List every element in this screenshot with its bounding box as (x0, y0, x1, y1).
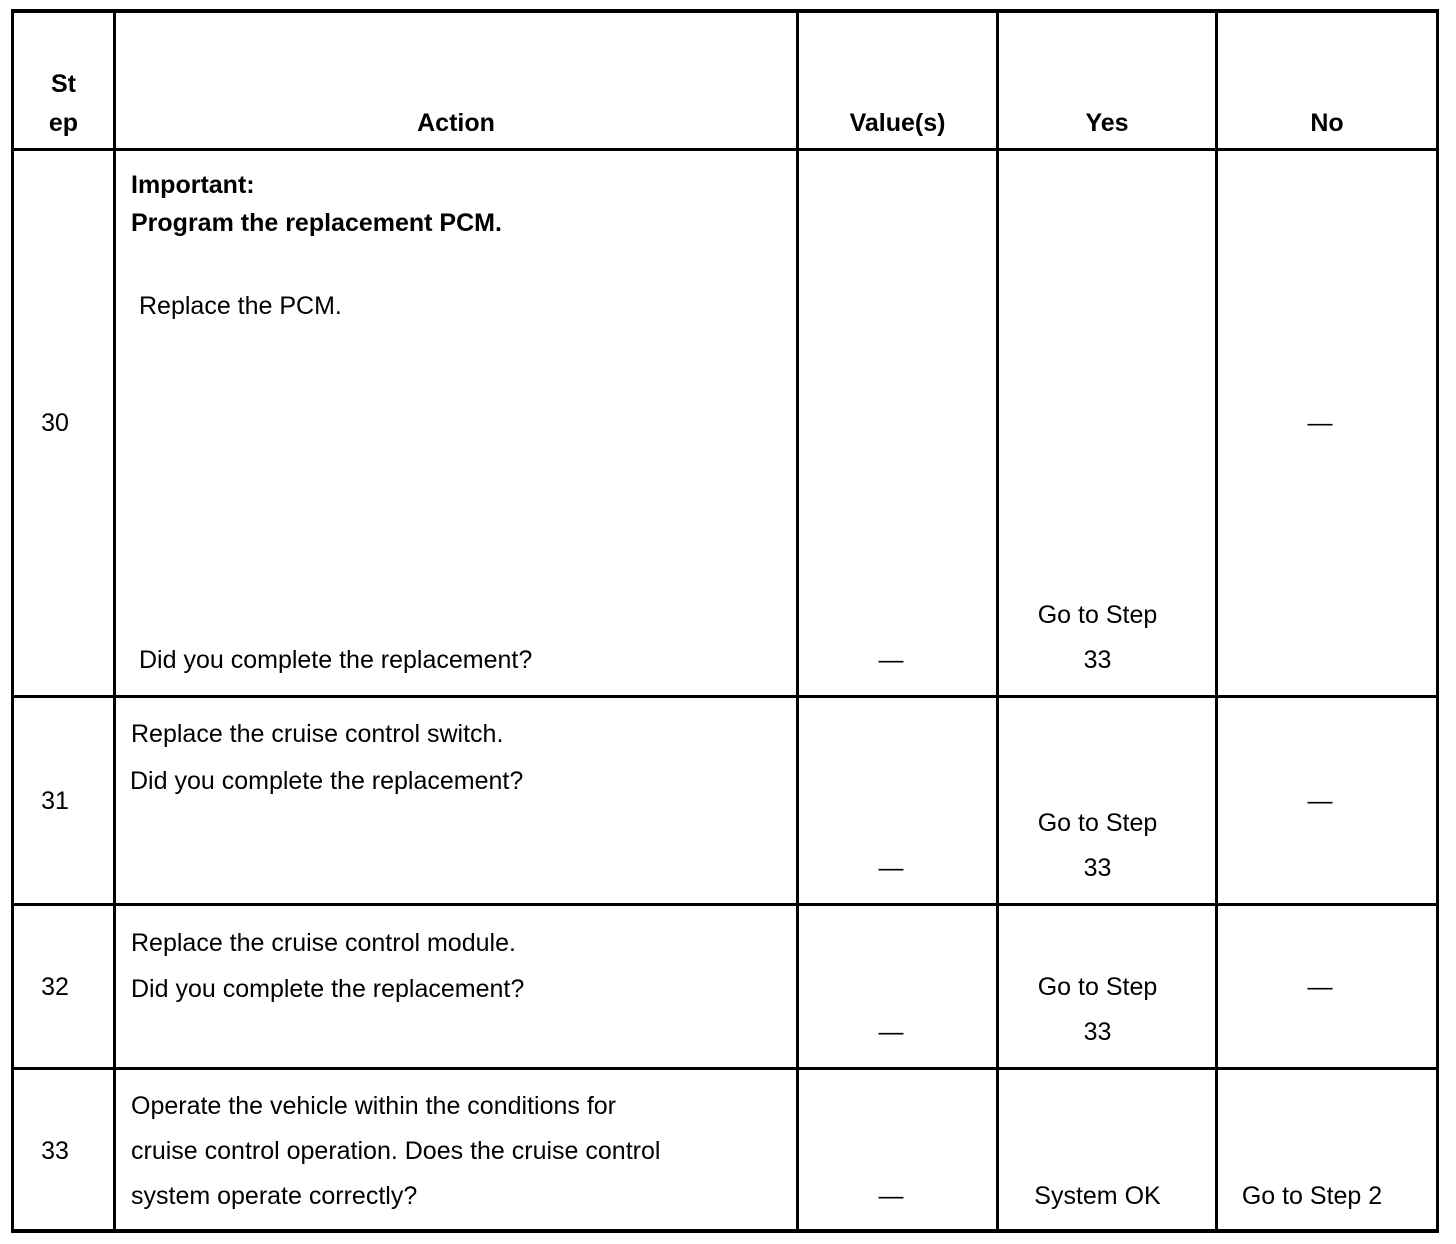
action-question: Did you complete the replacement? (130, 767, 524, 795)
row-divider-32-33 (11, 1067, 1439, 1070)
no-cell: — (1307, 409, 1333, 437)
header-yes: Yes (1085, 109, 1129, 137)
yes-cell: System OK (1034, 1182, 1161, 1210)
column-divider-action (796, 9, 799, 1233)
yes-cell-line2: 33 (1083, 854, 1112, 882)
column-divider-yes (1215, 9, 1218, 1233)
action-instruction-line2: cruise control operation. Does the cruise control (131, 1137, 661, 1165)
value-cell: — (878, 646, 904, 674)
step-number: 33 (41, 1137, 69, 1165)
table-border-top (11, 9, 1439, 13)
action-instruction: Replace the cruise control switch. (131, 720, 504, 748)
no-cell: — (1307, 973, 1333, 1001)
value-cell: — (878, 1182, 904, 1210)
yes-cell-line1: Go to Step (1037, 809, 1158, 837)
yes-cell-line2: 33 (1083, 1018, 1112, 1046)
table-border-left (11, 9, 14, 1233)
step-number: 30 (41, 409, 69, 437)
column-divider-step (113, 9, 116, 1233)
row-divider-31-32 (11, 903, 1439, 906)
action-instruction: Replace the cruise control module. (131, 929, 516, 957)
header-step-line2: ep (48, 109, 79, 137)
row-divider-30-31 (11, 695, 1439, 698)
action-instruction: Replace the PCM. (139, 292, 342, 320)
yes-cell-line2: 33 (1083, 646, 1112, 674)
header-values: Value(s) (849, 109, 946, 137)
step-number: 31 (41, 787, 69, 815)
value-cell: — (878, 854, 904, 882)
table-border-right (1436, 9, 1439, 1233)
header-no: No (1310, 109, 1344, 137)
no-cell: — (1307, 787, 1333, 815)
action-question: Did you complete the replacement? (131, 975, 525, 1003)
action-question: Did you complete the replacement? (139, 646, 533, 674)
header-action: Action (417, 109, 495, 137)
important-text: Program the replacement PCM. (131, 209, 502, 237)
value-cell: — (878, 1018, 904, 1046)
yes-cell-line1: Go to Step (1037, 973, 1158, 1001)
action-instruction-line3: system operate correctly? (131, 1182, 418, 1210)
header-divider (11, 148, 1439, 151)
yes-cell-line1: Go to Step (1037, 601, 1158, 629)
no-cell: Go to Step 2 (1241, 1182, 1383, 1210)
action-instruction-line1: Operate the vehicle within the conditions for (131, 1092, 616, 1120)
header-step-line1: St (51, 70, 76, 98)
important-label: Important: (131, 171, 255, 199)
step-number: 32 (41, 973, 69, 1001)
table-border-bottom (11, 1229, 1439, 1233)
